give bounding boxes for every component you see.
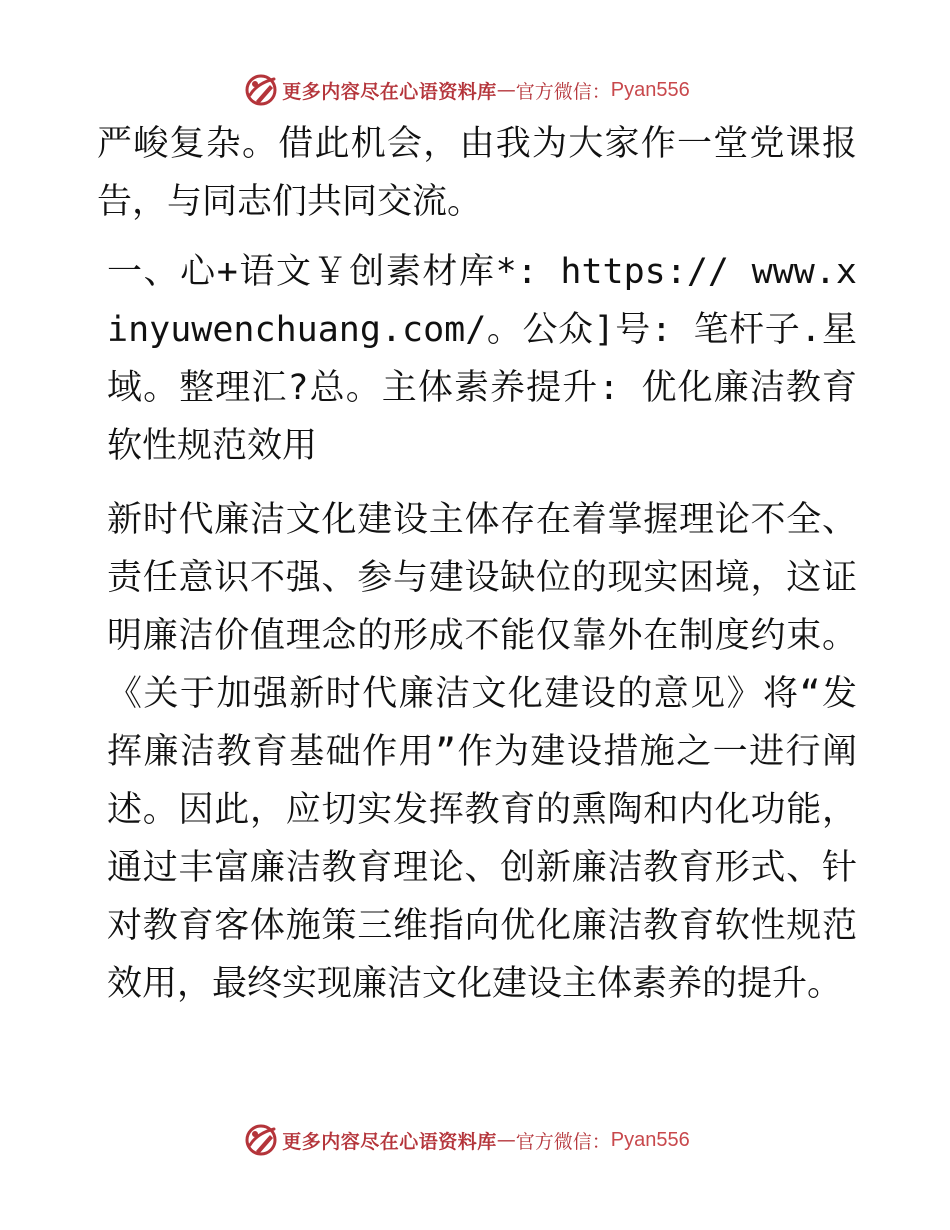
footer-banner [0,1120,950,1160]
banner-wechat-id: Pyan556 [610,1128,690,1151]
banner-wechat-label: 官方微信： [515,80,611,103]
paragraph-2: 一、心+语文￥创素材库*: https:// www.xinyuwenchuang.com/。公众]号: 笔杆子.星域。整理汇?总。主体素养提升: 优化廉洁教育软性规范效用 [107,252,857,466]
banner-slogan: 更多内容尽在心语资料库 [282,1130,497,1153]
paragraph-3: 新时代廉洁文化建设主体存在着掌握理论不全、责任意识不强、参与建设缺位的现实困境，这证明廉洁价值理念的形成不能仅靠外在制度约束。《关于加强新时代廉洁文化建设的意见》将“发挥廉洁教育基础作用”作为建设措施之一进行阐述。因此，应切实发挥教育的熏陶和内化功能，通过丰富廉洁教育理论、创新廉洁教育形式、针对教育客体施策三维指向优化廉洁教育软性规范效用，最终实现廉洁文化建设主体素养的提升。 [107,500,857,1004]
footer-banner-inner [244,1123,690,1157]
header-banner [0,70,950,110]
banner-wechat-label: 官方微信： [515,1130,611,1153]
banner-slogan: 更多内容尽在心语资料库 [282,80,497,103]
banner-wechat-id: Pyan556 [610,78,690,101]
pen-logo-icon [244,73,278,107]
document-body [97,115,857,1013]
banner-separator: — [496,79,516,101]
pen-logo-icon [244,1123,278,1157]
paragraph-1: 严峻复杂。借此机会，由我为大家作一堂党课报告，与同志们共同交流。 [97,124,857,222]
header-banner-inner [244,73,690,107]
banner-separator: — [496,1129,516,1151]
